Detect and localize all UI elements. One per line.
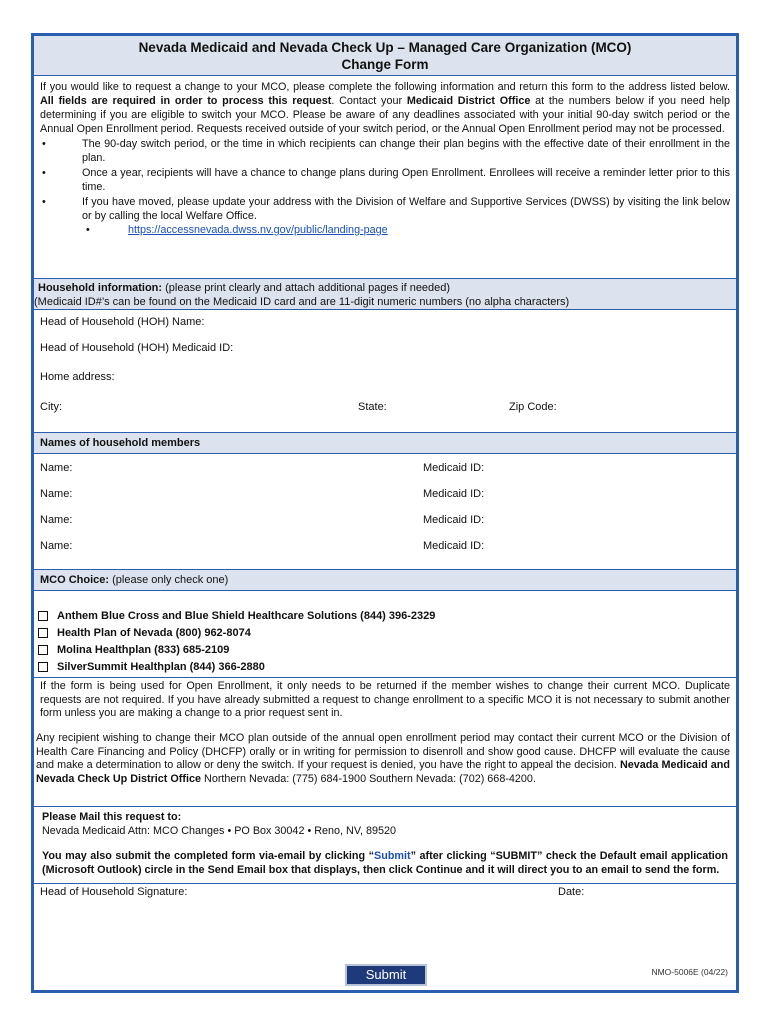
member-row[interactable]: Name: Medicaid ID: [40,514,485,526]
bullet-icon: • [42,167,46,179]
household-fields [34,310,736,422]
intro-paragraph: If you would like to request a change to your MCO, please complete the following information and return this form to the address listed below. All fields are required in order to process this request. Contact your Medicaid District Office at the numbers below if you need help determining if you are eligible to switch your MCO. Please be aware of any deadlines associated with your initial 90-day switch period or the Annual Open Enrollment period. Requests received outside of your switch period, or the Annual Open Enrollment period may not be processed. [40,81,730,135]
title-line1: Nevada Medicaid and Nevada Check Up – Managed Care Organization (MCO) [138,40,632,55]
checkbox[interactable] [38,645,48,655]
members-fields [34,454,736,559]
checkbox[interactable] [38,628,48,638]
mco-change-form [31,33,739,993]
open-enrollment-note: If the form is being used for Open Enrollment, it only needs to be returned if the member wishes to change their current MCO. Duplicate requests are not required. If you have already submitted a request to change enrollment to a specific MCO it is not necessary to submit another form unless you are making a change to a prior request sent in. [40,680,730,719]
hoh-name-field[interactable]: Head of Household (HOH) Name: [40,316,205,328]
mco-option-hpn[interactable]: Health Plan of Nevada (800) 962-8074 [38,624,736,641]
city-field[interactable]: City: [40,401,62,413]
list-item: • The 90-day switch period, or the time in which recipients can change their plan begins with the effective date of their enrollment in the plan. [42,138,730,164]
home-address-field[interactable]: Home address: [40,371,115,383]
date-field[interactable]: Date: [558,886,585,898]
member-row[interactable]: Name: Medicaid ID: [40,488,485,500]
state-field[interactable]: State: [358,401,387,413]
mco-choice-heading: MCO Choice: (please only check one) [34,569,736,591]
list-item: • If you have moved, please update your address with the Division of Welfare and Supportive Services (DWSS) by visiting the link below or by calling the local Welfare Office. [42,196,730,222]
email-instructions: You may also submit the completed form via-email by clicking “Submit” after clicking “SUBMIT” check the Default email application (Microsoft Outlook) circle in the Send Email box that displays, then click Continue and it will direct you to an email to send the form. [42,850,728,876]
list-item [40,223,730,237]
bullet-icon: • [86,224,90,236]
mail-address: Nevada Medicaid Attn: MCO Changes • PO Box 30042 • Reno, NV, 89520 [42,825,397,837]
dwss-link[interactable]: https://accessnevada.dwss.nv.gov/public/landing-page [128,224,388,236]
bullet-icon: • [42,138,46,150]
mco-options [34,591,736,677]
submit-button[interactable]: Submit [345,964,427,986]
checkbox[interactable] [38,662,48,672]
form-title [34,36,736,76]
signature-field[interactable]: Head of Household Signature: [40,886,188,898]
mco-option-silversummit[interactable]: SilverSummit Healthplan (844) 366-2880 [38,658,736,675]
checkbox[interactable] [38,611,48,621]
intro-bullets [40,137,730,237]
household-heading: Household information: (please print clearly and attach additional pages if needed) (Medicaid ID#’s can be found on the Medicaid ID card and are 11-digit numeric numbers (no alpha characters) [34,278,736,310]
hoh-medicaid-id-field[interactable]: Head of Household (HOH) Medicaid ID: [40,342,234,354]
intro-section [34,76,736,278]
mail-section [34,807,736,841]
mco-option-anthem[interactable]: Anthem Blue Cross and Blue Shield Healthcare Solutions (844) 396-2329 [38,607,736,624]
member-row[interactable]: Name: Medicaid ID: [40,462,485,474]
mco-option-molina[interactable]: Molina Healthplan (833) 685-2109 [38,641,736,658]
signature-row [34,884,736,924]
city-state-zip-row [34,392,736,422]
appeal-paragraph: Any recipient wishing to change their MCO plan outside of the annual open enrollment period may contact their current MCO or the Division of Health Care Financing and Policy (DHCFP) orally or in writing for permission to disenroll and show good cause. DHCFP will evaluate the cause and make a determination to allow or deny the switch. If your request is denied, you have the right to appeal the decision. Nevada Medicaid and Nevada Check Up District Office Northern Nevada: (775) 684-1900 Southern Nevada: (702) 668-4200. [36,732,730,785]
form-number: NMO-5006E (04/22) [651,967,728,977]
medicaid-id-note: (Medicaid ID#’s can be found on the Medicaid ID card and are 11-digit numeric numbers (no alpha characters) [34,296,570,308]
members-heading: Names of household members [34,432,736,454]
zip-field[interactable]: Zip Code: [509,401,557,413]
mail-heading: Please Mail this request to: [42,811,182,823]
list-item: • Once a year, recipients will have a chance to change plans during Open Enrollment. Enrollees will receive a reminder letter prior to this time. [42,167,730,193]
member-row[interactable]: Name: Medicaid ID: [40,540,485,552]
title-line2: Change Form [341,57,429,72]
bullet-icon: • [42,196,46,208]
